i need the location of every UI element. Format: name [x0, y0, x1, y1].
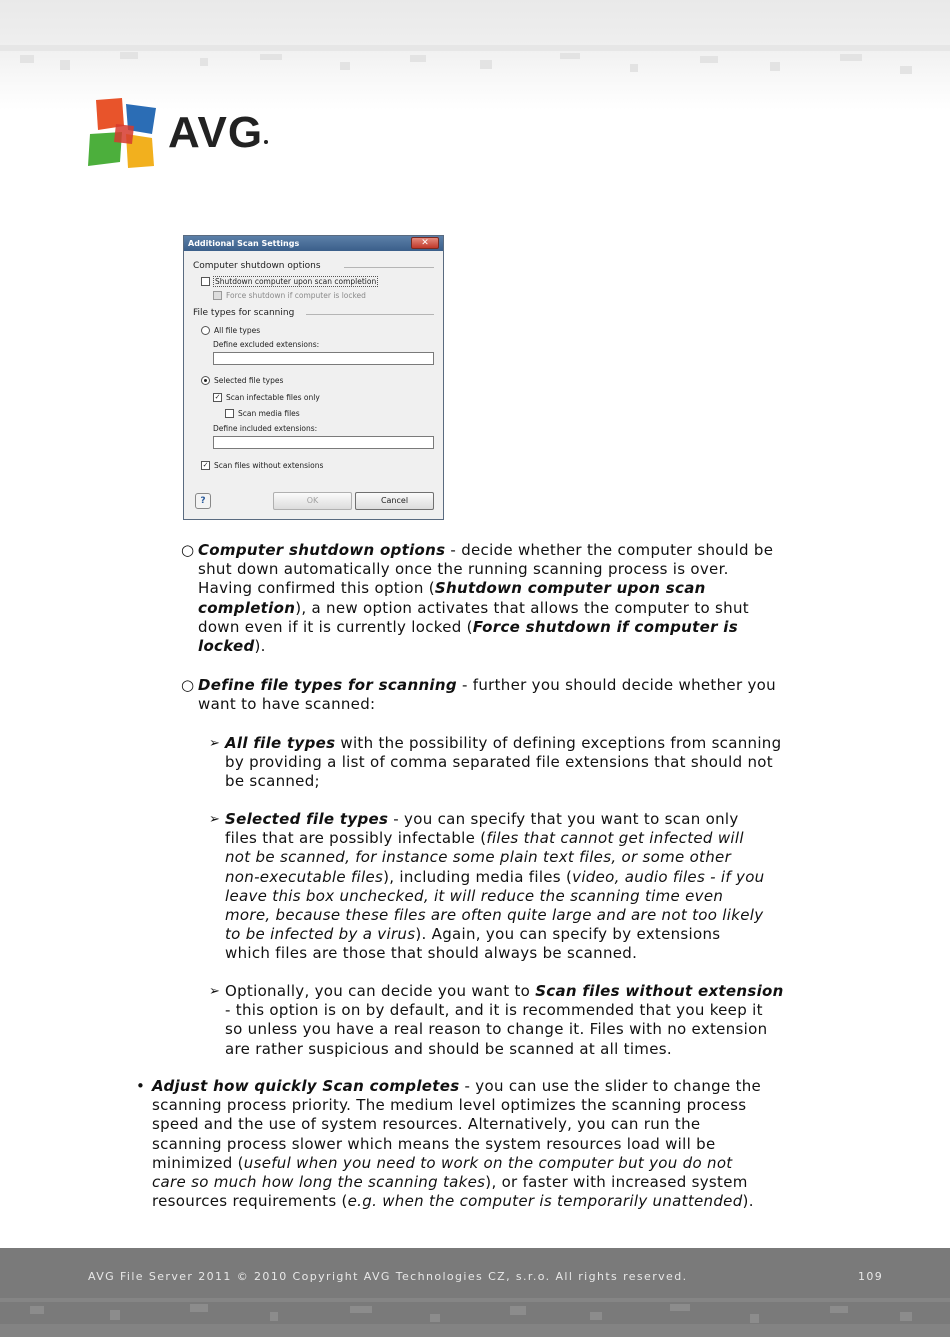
text: files that are possibly infectable ( — [225, 829, 487, 848]
italic-text: files that cannot get infected will — [486, 829, 744, 848]
all-file-types-label: All file types — [214, 326, 261, 335]
italic-text: care so much how long the scanning takes — [152, 1173, 486, 1192]
avg-logo-mark-icon — [86, 96, 166, 172]
scan-infectable-label: Scan infectable files only — [226, 393, 320, 402]
text: - decide whether the computer should be — [445, 541, 774, 559]
paragraph-adjust-speed — [152, 1077, 761, 1211]
text: want to have scanned: — [198, 695, 376, 714]
paragraph-shutdown-options — [198, 541, 773, 656]
paragraph-define-file-types — [198, 676, 776, 714]
term: Selected file types — [225, 810, 389, 828]
italic-text: useful when you need to work on the computer but you do not — [243, 1153, 733, 1172]
italic-text: non-executable files — [225, 867, 384, 886]
text: Having confirmed this option ( — [198, 579, 435, 598]
term: completion — [198, 598, 296, 617]
text: which files are those that should always be scanned. — [225, 944, 638, 963]
text: ). — [742, 1192, 754, 1211]
dot-bullet: • — [136, 1077, 145, 1095]
arrow-bullet: ➢ — [209, 736, 220, 751]
scan-media-label: Scan media files — [238, 409, 300, 418]
text: resources requirements ( — [152, 1192, 348, 1211]
text: - further you should decide whether you — [456, 676, 776, 694]
force-shutdown-checkbox — [213, 291, 222, 300]
italic-text: leave this box unchecked, it will reduce the scanning time even — [225, 886, 724, 905]
circle-bullet: ○ — [181, 541, 195, 559]
circle-bullet: ○ — [181, 676, 195, 694]
define-included-label: Define included extensions: — [213, 424, 318, 433]
page-footer — [0, 1248, 950, 1337]
term: Define file types for scanning — [198, 676, 457, 694]
force-shutdown-label: Force shutdown if computer is locked — [226, 291, 366, 300]
term: Shutdown computer upon scan — [434, 579, 706, 598]
term: All file types — [225, 734, 336, 752]
footer-copyright: AVG File Server 2011 © 2010 Copyright AVG Technologies CZ, s.r.o. All rights reserved. — [88, 1270, 688, 1283]
italic-text: e.g. when the computer is temporarily unattended — [347, 1192, 743, 1211]
text: - you can specify that you want to scan only — [388, 810, 739, 828]
text: shut down automatically once the running scanning process is over. — [198, 560, 729, 579]
scan-media-checkbox[interactable] — [225, 409, 234, 418]
text: so unless you have a real reason to change it. Files with no extension — [225, 1020, 768, 1039]
italic-text: video, audio files - if you — [572, 867, 765, 886]
text: scanning process priority. The medium level optimizes the scanning process — [152, 1096, 747, 1115]
italic-text: not be scanned, for instance some plain text files, or some other — [225, 848, 732, 867]
avg-logo — [86, 96, 276, 172]
all-file-types-option[interactable] — [201, 326, 260, 335]
close-icon[interactable]: ✕ — [411, 237, 439, 249]
page-number: 109 — [858, 1270, 884, 1283]
scan-infectable-option[interactable] — [213, 393, 320, 402]
text: ), a new option activates that allows the computer to shut — [295, 598, 749, 617]
text: - you can use the slider to change the — [459, 1077, 762, 1095]
divider — [344, 267, 434, 268]
text: by providing a list of comma separated file extensions that should not — [225, 753, 773, 772]
section-shutdown-label: Computer shutdown options — [193, 261, 321, 271]
arrow-bullet: ➢ — [209, 812, 220, 827]
text: ). — [254, 637, 266, 656]
scan-infectable-checkbox[interactable]: ✓ — [214, 393, 221, 401]
text: are rather suspicious and should be scanned at all times. — [225, 1039, 672, 1058]
text: down even if it is currently locked ( — [198, 617, 473, 636]
paragraph-scan-without-extension — [225, 982, 784, 1059]
paragraph-selected-file-types — [225, 810, 764, 964]
header-pattern — [0, 0, 950, 110]
scan-without-ext-label: Scan files without extensions — [214, 461, 324, 470]
paragraph-all-file-types — [225, 734, 781, 792]
force-shutdown-option — [213, 291, 366, 300]
term: locked — [198, 637, 255, 656]
arrow-bullet: ➢ — [209, 984, 220, 999]
selected-file-types-option[interactable] — [201, 376, 283, 385]
section-filetypes-label: File types for scanning — [193, 308, 295, 318]
shutdown-option-label: Shutdown computer upon scan completion — [215, 277, 377, 286]
avg-logo-text: AVG — [168, 108, 264, 157]
all-file-types-radio[interactable] — [201, 326, 210, 335]
shutdown-option[interactable] — [201, 277, 377, 286]
selected-file-types-radio[interactable] — [201, 376, 210, 385]
text: with the possibility of defining exceptions from scanning — [335, 734, 782, 752]
text: scanning process slower which means the system resources load will be — [152, 1134, 716, 1153]
scan-media-option[interactable] — [225, 409, 300, 418]
term: Computer shutdown options — [198, 541, 446, 559]
divider — [306, 314, 434, 315]
excluded-extensions-input[interactable] — [213, 352, 434, 365]
text: be scanned; — [225, 772, 320, 791]
text: ), including media files ( — [383, 867, 573, 886]
term: Adjust how quickly Scan completes — [152, 1077, 460, 1095]
cancel-button[interactable]: Cancel — [355, 492, 434, 510]
ok-button[interactable]: OK — [273, 492, 352, 510]
define-excluded-label: Define excluded extensions: — [213, 340, 320, 349]
italic-text: more, because these files are often quite large and are not too likely — [225, 906, 764, 925]
text: minimized ( — [152, 1153, 244, 1172]
help-icon[interactable]: ? — [195, 493, 211, 509]
text: - this option is on by default, and it is recommended that you keep it — [225, 1001, 763, 1020]
shutdown-checkbox[interactable] — [201, 277, 210, 286]
dialog-title: Additional Scan Settings — [184, 236, 443, 251]
scan-without-ext-option[interactable] — [201, 461, 323, 470]
text: Optionally, you can decide you want to — [225, 982, 536, 1000]
text: ). Again, you can specify by extensions — [415, 925, 721, 944]
italic-text: to be infected by a virus — [225, 925, 416, 944]
text: speed and the use of system resources. Alternatively, you can run the — [152, 1115, 701, 1134]
term: Scan files without extension — [535, 982, 784, 1000]
term: Force shutdown if computer is — [472, 617, 738, 636]
additional-scan-settings-dialog — [183, 235, 444, 520]
text: ), or faster with increased system — [485, 1173, 748, 1192]
selected-file-types-label: Selected file types — [214, 376, 284, 385]
scan-without-ext-checkbox[interactable]: ✓ — [202, 461, 209, 469]
included-extensions-input[interactable] — [213, 436, 434, 449]
